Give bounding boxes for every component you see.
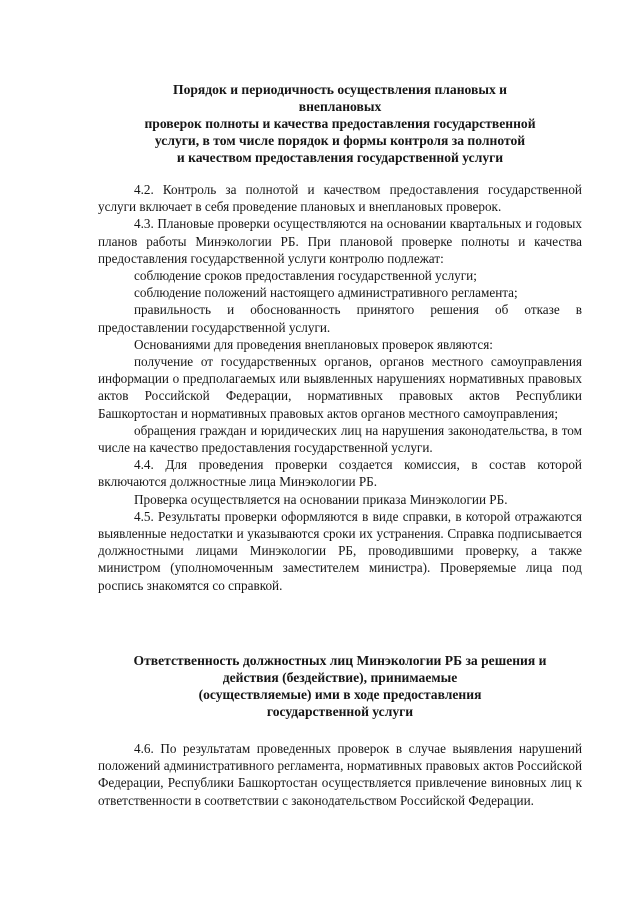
- section-heading-responsibility: [94, 652, 586, 720]
- section-body-control: [98, 181, 582, 594]
- section-heading-control: [94, 81, 586, 166]
- paragraph-4-5: 4.5. Результаты проверки оформляются в виде справки, в которой отражаются выявленные недостатки и указываются сроки их устранения. Справка подписывается должностными лицами Минэкологии РБ, проводившими проверку, а также министром (уполномоченным заместителем министра). Проверяемые лица под роспись знакомятся со справкой.: [98, 508, 582, 593]
- list-item: соблюдение положений настоящего административного регламента;: [134, 285, 518, 301]
- list-item: получение от государственных органов, органов местного самоуправления информации о предполагаемых или выявленных нарушениях нормативных правовых актов Российской Федерации, нормативных правовых актов Республики Башкортостан и нормативных правовых актов органов местного самоуправления;: [98, 354, 582, 421]
- paragraph: Проверка осуществляется на основании приказа Минэкологии РБ.: [134, 491, 508, 507]
- heading-line: услуги, в том числе порядок и формы контроля за полнотой: [154, 133, 526, 148]
- paragraph-4-2: 4.2. Контроль за полнотой и качеством предоставления государственной услуги включает в себя проведение плановых и внеплановых проверок.: [98, 182, 582, 215]
- list-item: соблюдение сроков предоставления государственной услуги;: [134, 268, 477, 284]
- heading-line: и качеством предоставления государственной услуги: [176, 150, 504, 165]
- heading-line: Порядок и периодичность осуществления плановых и: [173, 82, 507, 97]
- heading-line: внеплановых: [298, 99, 382, 114]
- section-body-responsibility: [98, 740, 582, 809]
- heading-line: государственной услуги: [266, 704, 414, 719]
- heading-line: (осуществляемые) ими в ходе предоставления: [198, 687, 482, 702]
- heading-line: проверок полноты и качества предоставления государственной: [144, 116, 536, 131]
- paragraph: Основаниями для проведения внеплановых проверок являются:: [134, 336, 493, 352]
- list-item: правильность и обоснованность принятого решения об отказе в предоставлении государственной услуги.: [98, 302, 582, 335]
- paragraph-4-6: 4.6. По результатам проведенных проверок в случае выявления нарушений положений административного регламента, нормативных правовых актов Российской Федерации, Республики Башкортостан осуществляется привлечение виновных лиц к ответственности в соответствии с законодательством Российской Федерации.: [98, 741, 582, 808]
- heading-line: Ответственность должностных лиц Минэкологии РБ за решения и: [133, 653, 547, 668]
- list-item: обращения граждан и юридических лиц на нарушения законодательства, в том числе на качество предоставления государственной услуги.: [98, 422, 582, 456]
- paragraph-4-3: 4.3. Плановые проверки осуществляются на основании квартальных и годовых планов работы Минэкологии РБ. При плановой проверке полноты и качества предоставления государственной услуги контролю подлежат:: [98, 216, 582, 266]
- paragraph-4-4: 4.4. Для проведения проверки создается комиссия, в состав которой включаются должностные лица Минэкологии РБ.: [98, 457, 582, 490]
- heading-line: действия (бездействие), принимаемые: [222, 670, 458, 685]
